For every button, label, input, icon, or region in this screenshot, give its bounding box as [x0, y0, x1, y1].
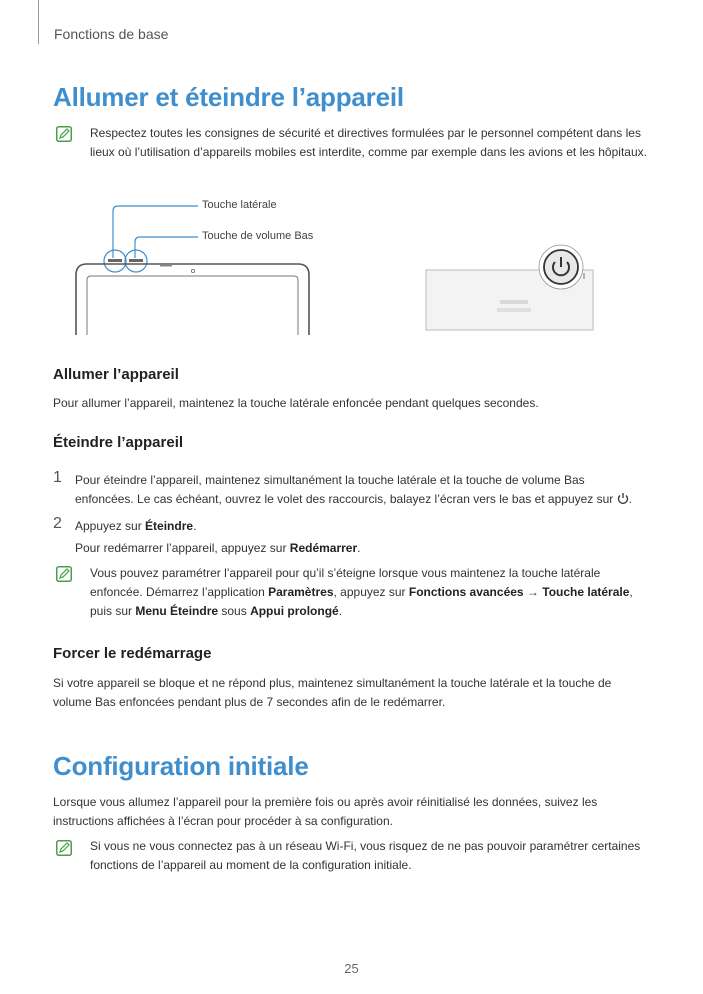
tablet-illustration [70, 200, 320, 335]
step-2-sub-end: . [357, 541, 361, 555]
power-on-title: Allumer l’appareil [53, 366, 179, 383]
section-header: Fonctions de base [54, 26, 169, 42]
note-text: Vous pouvez paramétrer l’appareil pour qu’il s’éteigne lorsque vous maintenez la touche latérale enfoncée. Démarrez l’application [90, 566, 601, 599]
setup-text: Lorsque vous allumez l’appareil pour la première fois ou après avoir réinitialisé les données, suivez les instructions affichées à l’écran pour procéder à sa configuration. [53, 795, 598, 828]
step-1-end: . [628, 492, 632, 506]
page-number: 25 [344, 961, 359, 976]
step-2-subtext [75, 539, 645, 558]
power-off-note [90, 564, 650, 621]
arrow: → [523, 585, 543, 599]
note-bold: Fonctions avancées [408, 585, 524, 599]
step-2-bold: Éteindre [145, 519, 194, 533]
note-bold: Touche latérale [542, 585, 630, 599]
note-text: sous [218, 604, 251, 618]
power-menu-illustration [425, 240, 595, 332]
note-bold: Menu Éteindre [135, 604, 219, 618]
note-text: , puis sur [90, 585, 633, 618]
force-restart-title: Forcer le redémarrage [53, 645, 212, 662]
safety-note: Respectez toutes les consignes de sécurité et directives formulées par le personnel compétent dans les lieux où l’utilisation d’appareils mobiles est interdite, comme par exemple dans les avions et les hôpitaux. [90, 126, 647, 159]
step-2-end: . [193, 519, 197, 533]
step-2-sub-pre: Pour redémarrer l’appareil, appuyez sur [75, 541, 290, 555]
step-2-sub-bold: Redémarrer [289, 541, 358, 555]
page-title: Allumer et éteindre l’appareil [53, 82, 404, 112]
step-1-body: Pour éteindre l’appareil, maintenez simultanément la touche latérale et la touche de volume Bas enfoncées. Le cas échéant, ouvrez le volet des raccourcis, balayez l’écran vers le bas et appuyez sur [75, 473, 614, 506]
step-2-pre: Appuyez sur [75, 519, 146, 533]
section-title: Configuration initiale [53, 751, 309, 781]
power-off-title: Éteindre l’appareil [53, 434, 184, 451]
note-icon [56, 840, 72, 856]
note-bold: Paramètres [268, 585, 334, 599]
note-text: . [338, 604, 343, 618]
step-number: 2 [53, 515, 62, 532]
label-side-key: Touche latérale [202, 199, 277, 211]
note-text: , appuyez sur [333, 585, 409, 599]
note-icon [56, 566, 72, 582]
step-2-text [75, 517, 645, 536]
note-icon [56, 126, 72, 142]
step-number: 1 [53, 469, 62, 486]
force-restart-text: Si votre appareil se bloque et ne répond plus, maintenez simultanément la touche latérale et la touche de volume Bas enfoncées pendant plus de 7 secondes afin de le redémarrer. [53, 676, 612, 709]
power-on-text: Pour allumer l’appareil, maintenez la touche latérale enfoncée pendant quelques secondes. [53, 396, 539, 410]
power-icon [617, 492, 629, 504]
step-1-text [75, 471, 645, 509]
header-divider [38, 0, 39, 44]
wifi-note: Si vous ne vous connectez pas à un réseau Wi-Fi, vous risquez de ne pas pouvoir paramétrer certaines fonctions de l’appareil au moment de la configuration initiale. [90, 839, 641, 872]
note-bold: Appui prolongé [250, 604, 339, 618]
label-volume-down: Touche de volume Bas [202, 230, 314, 242]
